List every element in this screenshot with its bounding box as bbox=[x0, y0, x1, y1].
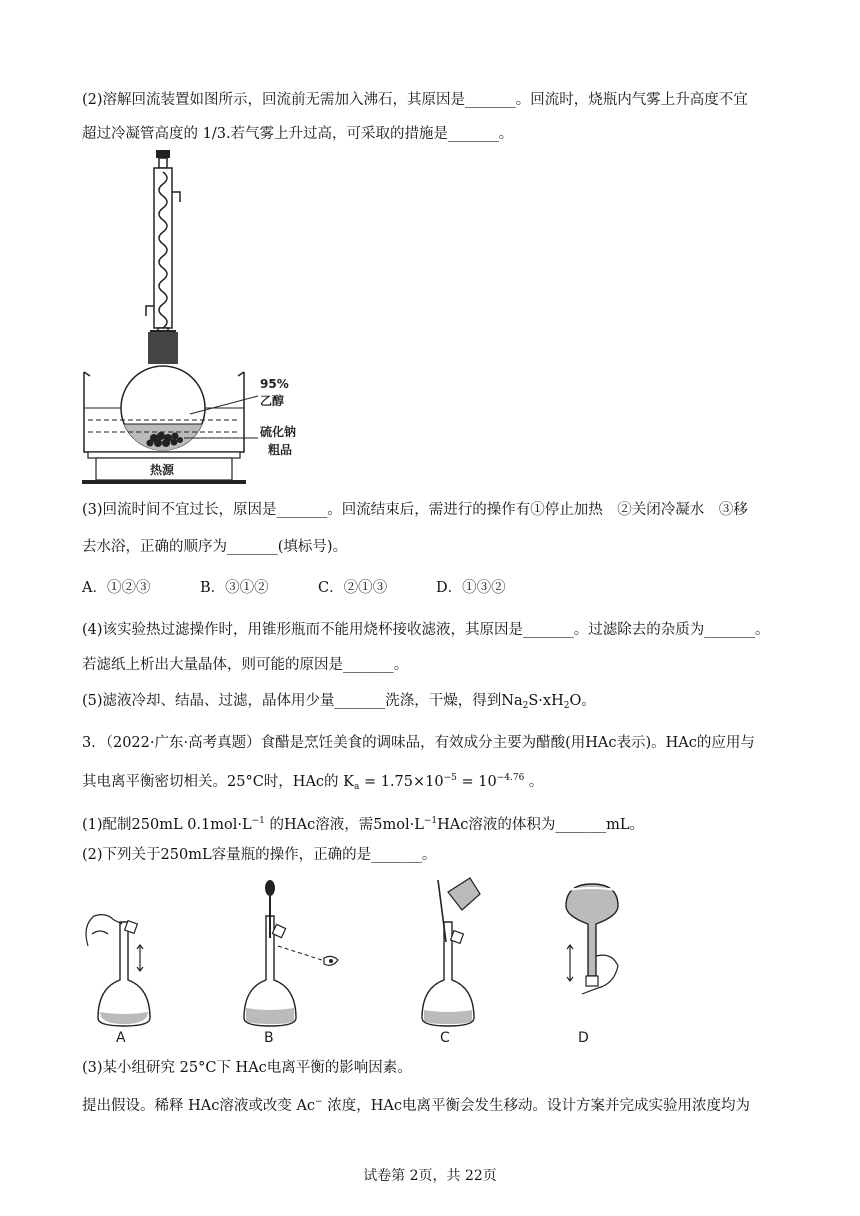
q5-formula-na: Na bbox=[501, 693, 523, 709]
q3-option-d: D．①③② bbox=[436, 580, 506, 596]
q4-line-2: 若滤纸上析出大量晶体，则可能的原因是_______。 bbox=[82, 657, 409, 673]
p3q1-a: (1)配制250mL 0.1mol·L bbox=[82, 817, 252, 833]
problem3-text-c: = 10 bbox=[456, 774, 497, 790]
flask-label-c: C bbox=[440, 1030, 450, 1046]
label-heat-source: 热源 bbox=[150, 463, 175, 477]
p3q1-line bbox=[82, 811, 644, 835]
flask-label-d: D bbox=[578, 1030, 589, 1046]
flask-label-b: B bbox=[264, 1030, 274, 1046]
flask-label-a: A bbox=[116, 1030, 126, 1046]
problem3-sup-1: −5 bbox=[443, 773, 457, 783]
p3q1-c: HAc溶液的体积为_______mL。 bbox=[437, 817, 644, 833]
p3q3-b: 浓度，HAc电离平衡会发生移动。设计方案并完成实验用浓度均为 bbox=[322, 1098, 750, 1114]
q5-line bbox=[82, 691, 596, 716]
q3-option-a: A．①②③ bbox=[82, 580, 151, 596]
problem3-text-d: 。 bbox=[524, 774, 544, 790]
q2-line-1: (2)溶解回流装置如图所示，回流前无需加入沸石，其原因是_______。回流时，烧瓶内气雾上升高度不宜 bbox=[82, 92, 748, 108]
volumetric-flask-figure bbox=[78, 876, 638, 1048]
p3q2-line: (2)下列关于250mL容量瓶的操作，正确的是_______。 bbox=[82, 847, 437, 863]
problem3-text-b: = 1.75×10 bbox=[359, 774, 444, 790]
label-crude-product: 粗品 bbox=[268, 443, 293, 457]
p3q3-line-1: (3)某小组研究 25°C下 HAc电离平衡的影响因素。 bbox=[82, 1060, 412, 1076]
q5-sub-2: 2 bbox=[522, 701, 529, 711]
flask-d-illustration bbox=[566, 884, 618, 1046]
problem3-sup-2: −4.76 bbox=[496, 773, 525, 783]
label-sodium-sulfide: 硫化钠 bbox=[260, 425, 297, 439]
reflux-apparatus-figure bbox=[80, 146, 320, 486]
p3q1-b: 的HAc溶液，需5mol·L bbox=[264, 817, 424, 833]
q5-sub-2b: 2 bbox=[563, 701, 570, 711]
flask-a-illustration bbox=[86, 915, 150, 1046]
problem3-line-2 bbox=[82, 768, 543, 797]
flask-b-illustration bbox=[244, 880, 338, 1046]
p3q3-sup: − bbox=[315, 1097, 323, 1107]
p3q1-sup-1: −1 bbox=[251, 816, 265, 826]
q3-option-c: C．②①③ bbox=[318, 580, 388, 596]
q4-line-1: (4)该实验热过滤操作时，用锥形瓶而不能用烧杯接收滤液，其原因是_______。过滤除去的杂质为_______。 bbox=[82, 622, 770, 638]
q5-text: (5)滤液冷却、结晶、过滤，晶体用少量_______洗涤，干燥，得到 bbox=[82, 693, 502, 709]
problem3-ka-sub: a bbox=[353, 782, 360, 792]
p3q3-line-2 bbox=[82, 1092, 750, 1116]
q3-option-b: B．③①② bbox=[200, 580, 269, 596]
p3q3-a: 提出假设。稀释 HAc溶液或改变 Ac bbox=[82, 1098, 316, 1114]
q3-line-2: 去水浴，正确的顺序为_______(填标号)。 bbox=[82, 539, 348, 555]
q3-line-1: (3)回流时间不宜过长，原因是_______。回流结束后，需进行的操作有①停止加热 ②关闭冷凝水 ③移 bbox=[82, 502, 748, 518]
q3-options bbox=[82, 578, 506, 598]
problem3-line-1: 3．（2022·广东·高考真题）食醋是烹饪美食的调味品，有效成分主要为醋酸(用HAc表示)。HAc的应用与 bbox=[82, 735, 755, 751]
q5-formula-o: O bbox=[569, 693, 582, 709]
label-ethanol-pct: 95% bbox=[260, 377, 289, 391]
label-ethanol: 乙醇 bbox=[260, 394, 285, 408]
q5-end: 。 bbox=[581, 693, 596, 709]
q2-line-2: 超过冷凝管高度的 1/3.若气雾上升过高，可采取的措施是_______。 bbox=[82, 126, 514, 142]
p3q1-sup-2: −1 bbox=[423, 816, 438, 826]
q5-formula-s: S·xH bbox=[528, 693, 564, 709]
flask-c-illustration bbox=[422, 878, 480, 1046]
problem3-text-a: 其电离平衡密切相关。25°C时，HAc的 K bbox=[82, 774, 354, 790]
page-footer: 试卷第 2页，共 22页 bbox=[363, 1168, 497, 1184]
